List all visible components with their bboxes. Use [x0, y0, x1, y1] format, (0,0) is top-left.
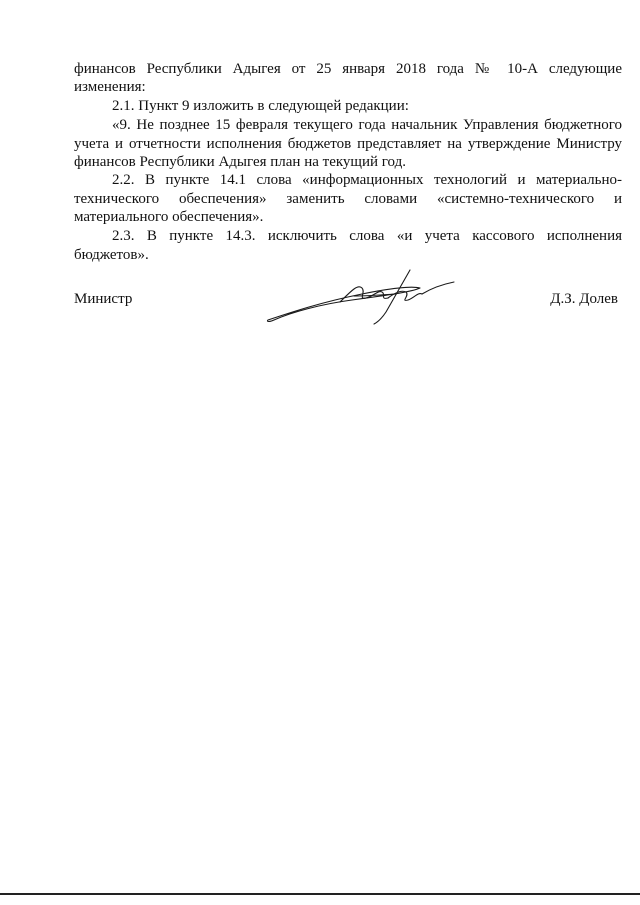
signature-block: [0, 290, 640, 330]
intro-line: финансов Республики Адыгея от 25 января 2018 года № 10-А следующие: [74, 61, 622, 77]
intro-line-continuation: изменения:: [74, 79, 146, 95]
signer-name: Д.З. Долев: [550, 291, 618, 307]
item-2-2: 2.2. В пункте 14.1 слова «информационных технологий и материально-технического обеспечения» заменить словами «системно-технического и материального обеспечения».: [74, 172, 622, 225]
item-2-1: 2.1. Пункт 9 изложить в следующей редакции:: [112, 98, 409, 114]
item-2-3: 2.3. В пункте 14.3. исключить слова «и учета кассового исполнения бюджетов».: [74, 228, 622, 263]
page-bottom-divider: [0, 893, 640, 895]
signer-title: Министр: [74, 291, 133, 307]
item-2-1-quote: «9. Не позднее 15 февраля текущего года начальник Управления бюджетного учета и отчетности исполнения бюджетов представляет на утверждение Министру финансов Республики Адыгея план на текущий год.: [74, 117, 622, 170]
